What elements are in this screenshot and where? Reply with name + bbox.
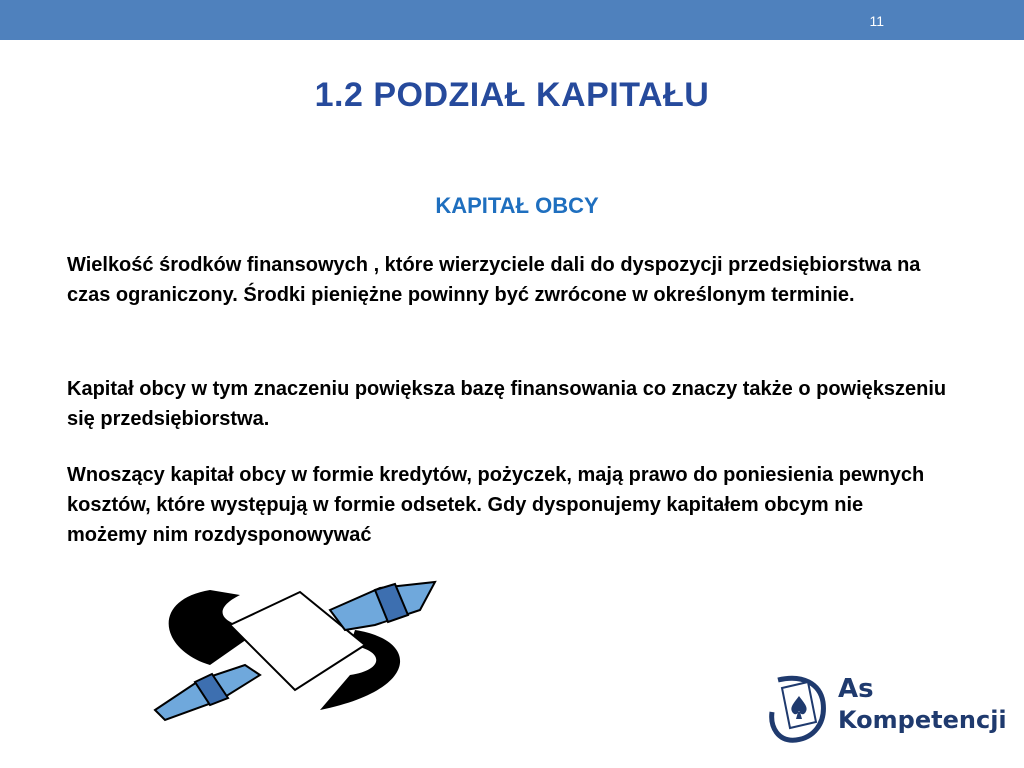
as-kompetencji-logo bbox=[768, 668, 1007, 748]
logo-text-line2: Kompetencji bbox=[838, 706, 1007, 734]
logo-text-line1: As bbox=[838, 674, 874, 704]
slide-number: 11 bbox=[869, 13, 884, 29]
paragraph-3: Wnoszący kapitał obcy w formie kredytów, pożyczek, mają prawo do poniesienia pewnych kosztów, które występują w formie odsetek. Gdy dysponujemy kapitałem obcym nie możemy nim rozdysponowywać bbox=[67, 464, 925, 546]
slide-title: 1.2 PODZIAŁ KAPITAŁU bbox=[314, 76, 710, 114]
slide-subtitle: KAPITAŁ OBCY bbox=[435, 193, 599, 218]
handing-document-illustration bbox=[150, 570, 440, 730]
spade-card-icon bbox=[768, 672, 830, 744]
paragraph-1: Wielkość środków finansowych , które wierzyciele dali do dyspozycji przedsiębiorstwa na czas ograniczony. Środki pieniężne powinny być zwrócone w określonym terminie. bbox=[67, 254, 921, 306]
top-bar bbox=[0, 0, 1024, 40]
paragraph-2: Kapitał obcy w tym znaczeniu powiększa bazę finansowania co znaczy także o powiększeniu się przedsiębiorstwa. bbox=[67, 378, 947, 430]
